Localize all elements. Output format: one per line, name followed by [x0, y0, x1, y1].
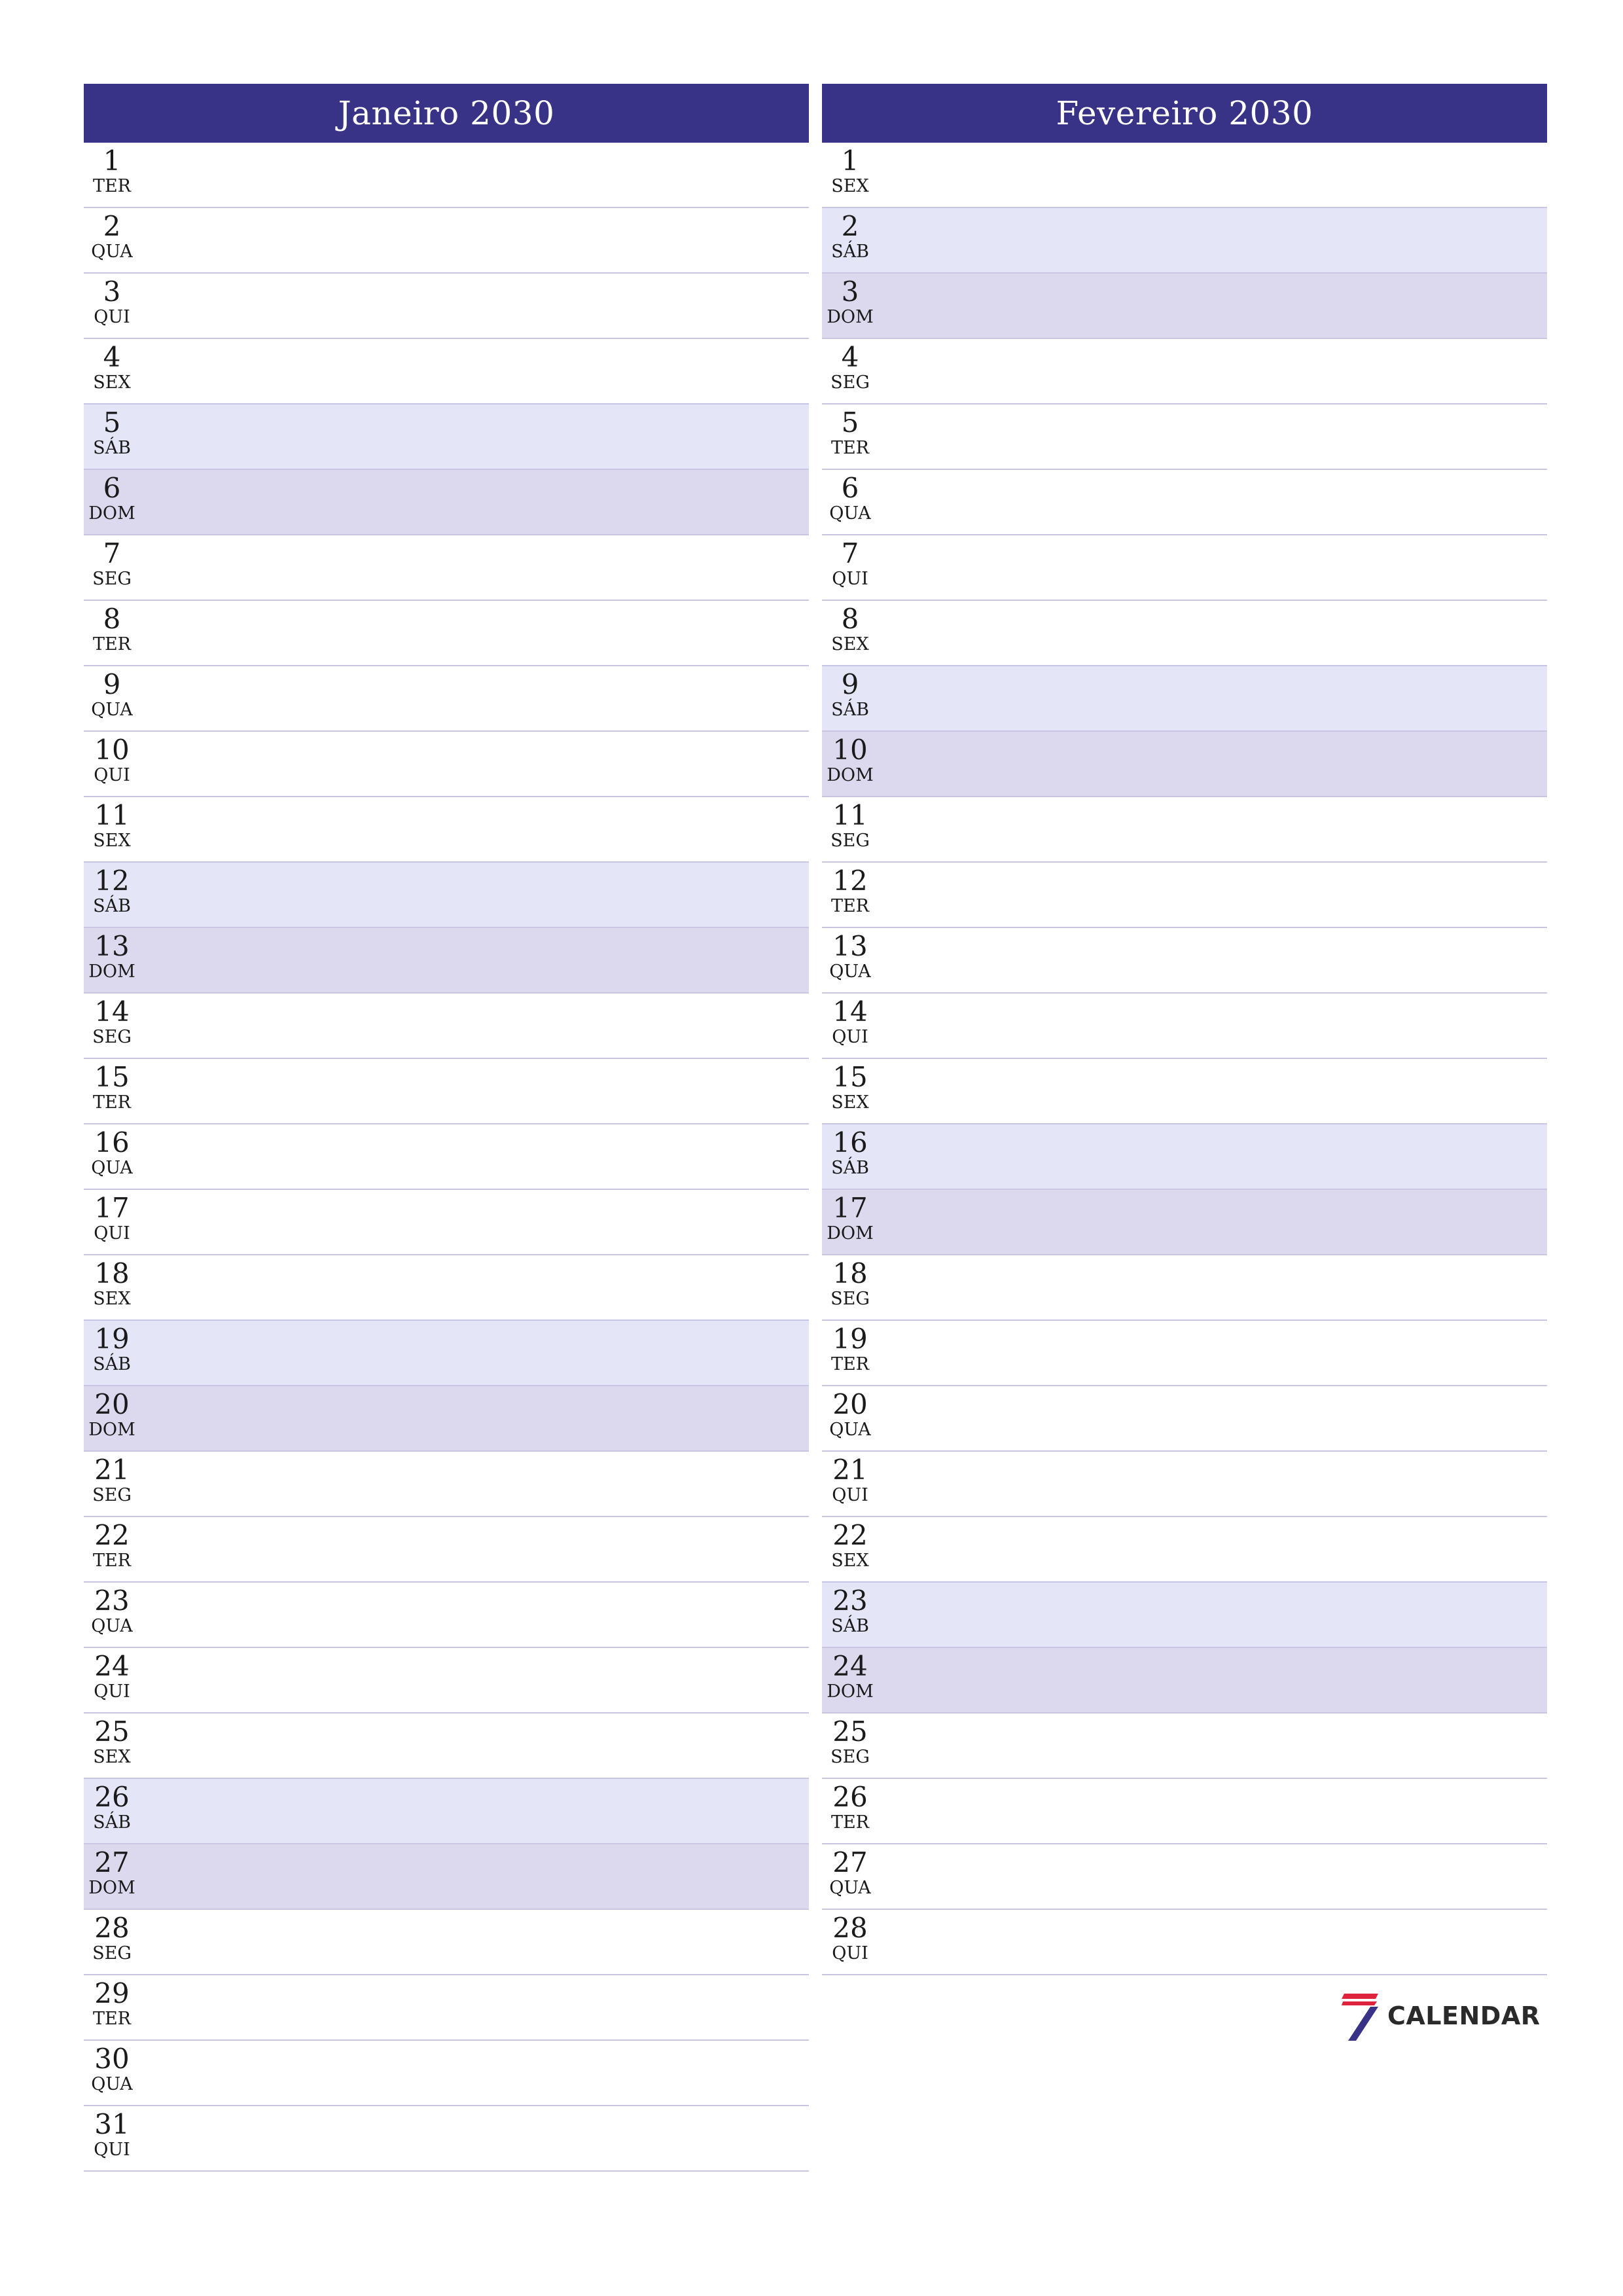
- weekday-name: QUA: [91, 2074, 133, 2094]
- day-row: [84, 274, 809, 339]
- day-label: [822, 1517, 878, 1581]
- weekday-name: SÁB: [93, 896, 131, 916]
- day-row: [822, 404, 1547, 470]
- day-number: 6: [841, 472, 859, 504]
- day-label: [822, 1648, 878, 1712]
- day-number: 20: [94, 1388, 130, 1420]
- day-label: [822, 1452, 878, 1516]
- weekday-name: DOM: [88, 1878, 135, 1898]
- brand-logo: [1342, 1990, 1540, 2042]
- day-number: 12: [94, 865, 130, 897]
- day-number: 18: [832, 1257, 868, 1289]
- day-row: [822, 1321, 1547, 1386]
- day-label: [84, 1713, 140, 1778]
- day-row: [822, 1583, 1547, 1648]
- day-number: 11: [94, 799, 130, 831]
- day-row: [84, 1975, 809, 2041]
- day-number: 18: [94, 1257, 130, 1289]
- month-january: [84, 84, 809, 2172]
- weekday-name: TER: [92, 2009, 132, 2029]
- weekday-name: QUA: [829, 961, 871, 982]
- day-number: 2: [103, 210, 121, 242]
- day-row: [822, 1844, 1547, 1910]
- weekday-name: SEG: [92, 1943, 132, 1964]
- weekday-name: SEX: [93, 1747, 131, 1767]
- weekday-name: SEG: [830, 1289, 870, 1309]
- day-row: [84, 1190, 809, 1255]
- day-label: [84, 1779, 140, 1843]
- day-row: [84, 470, 809, 535]
- day-label: [84, 1255, 140, 1319]
- day-number: 24: [94, 1650, 130, 1682]
- weekday-name: SÁB: [93, 1354, 131, 1374]
- weekday-name: DOM: [827, 307, 874, 327]
- day-number: 11: [832, 799, 868, 831]
- weekday-name: SÁB: [831, 700, 869, 720]
- day-number: 13: [94, 930, 130, 962]
- day-row: [84, 666, 809, 732]
- day-label: [822, 535, 878, 600]
- day-row: [822, 339, 1547, 404]
- day-label: [84, 1124, 140, 1189]
- day-row: [822, 535, 1547, 601]
- day-number: 27: [94, 1846, 130, 1878]
- day-number: 3: [103, 276, 121, 308]
- weekday-name: DOM: [827, 1223, 874, 1244]
- day-row: [84, 1844, 809, 1910]
- day-number: 31: [94, 2108, 130, 2140]
- weekday-name: QUA: [829, 1420, 871, 1440]
- weekday-name: TER: [830, 1812, 870, 1833]
- day-label: [84, 143, 140, 207]
- day-number: 5: [841, 406, 859, 439]
- day-list: [822, 143, 1547, 1975]
- weekday-name: SÁB: [831, 1616, 869, 1636]
- day-label: [822, 601, 878, 665]
- weekday-name: SEG: [92, 569, 132, 589]
- day-row: [84, 928, 809, 994]
- day-number: 26: [94, 1781, 130, 1813]
- month-february: [822, 84, 1547, 1975]
- day-label: [84, 339, 140, 403]
- day-label: [84, 1321, 140, 1385]
- day-label: [822, 1910, 878, 1974]
- day-row: [84, 797, 809, 863]
- day-row: [822, 666, 1547, 732]
- day-row: [822, 994, 1547, 1059]
- day-number: 8: [841, 603, 859, 635]
- day-label: [822, 1583, 878, 1647]
- day-label: [822, 797, 878, 861]
- day-row: [84, 1779, 809, 1844]
- weekday-name: QUI: [94, 307, 130, 327]
- day-number: 5: [103, 406, 121, 439]
- day-label: [84, 994, 140, 1058]
- weekday-name: TER: [92, 634, 132, 655]
- day-label: [84, 1059, 140, 1123]
- day-number: 20: [832, 1388, 868, 1420]
- day-row: [822, 1124, 1547, 1190]
- day-row: [822, 1910, 1547, 1975]
- day-number: 4: [103, 341, 121, 373]
- day-label: [822, 1190, 878, 1254]
- weekday-name: SÁB: [93, 1812, 131, 1833]
- day-number: 6: [103, 472, 121, 504]
- day-row: [822, 1713, 1547, 1779]
- day-label: [84, 274, 140, 338]
- weekday-name: SEX: [831, 634, 869, 655]
- weekday-name: SEG: [830, 831, 870, 851]
- day-row: [822, 1386, 1547, 1452]
- day-label: [822, 666, 878, 730]
- day-label: [822, 1255, 878, 1319]
- day-number: 10: [832, 734, 868, 766]
- day-label: [822, 1844, 878, 1909]
- weekday-name: DOM: [88, 961, 135, 982]
- day-label: [822, 1386, 878, 1450]
- day-label: [84, 1910, 140, 1974]
- day-row: [822, 470, 1547, 535]
- weekday-name: SEX: [93, 1289, 131, 1309]
- day-number: 12: [832, 865, 868, 897]
- day-row: [84, 1124, 809, 1190]
- day-label: [822, 732, 878, 796]
- day-number: 7: [841, 537, 859, 569]
- day-row: [84, 339, 809, 404]
- day-row: [84, 143, 809, 208]
- day-number: 2: [841, 210, 859, 242]
- day-label: [84, 535, 140, 600]
- day-number: 16: [832, 1126, 868, 1158]
- day-number: 25: [94, 1715, 130, 1748]
- weekday-name: SEX: [831, 176, 869, 196]
- day-row: [822, 208, 1547, 274]
- day-row: [822, 1779, 1547, 1844]
- day-label: [84, 928, 140, 992]
- day-number: 10: [94, 734, 130, 766]
- day-row: [84, 208, 809, 274]
- day-row: [84, 1321, 809, 1386]
- day-label: [84, 1975, 140, 2039]
- day-number: 28: [94, 1912, 130, 1944]
- weekday-name: SÁB: [831, 1158, 869, 1178]
- day-number: 21: [832, 1454, 868, 1486]
- day-label: [822, 863, 878, 927]
- day-label: [84, 601, 140, 665]
- logo-text: CALENDAR: [1387, 2001, 1541, 2030]
- day-label: [822, 1321, 878, 1385]
- day-number: 27: [832, 1846, 868, 1878]
- day-number: 15: [94, 1061, 130, 1093]
- weekday-name: QUA: [91, 1616, 133, 1636]
- day-label: [84, 470, 140, 534]
- day-number: 17: [832, 1192, 868, 1224]
- day-number: 19: [94, 1323, 130, 1355]
- weekday-name: TER: [92, 176, 132, 196]
- day-row: [822, 928, 1547, 994]
- day-number: 21: [94, 1454, 130, 1486]
- weekday-name: SÁB: [93, 438, 131, 458]
- day-label: [84, 404, 140, 469]
- weekday-name: TER: [830, 438, 870, 458]
- weekday-name: QUI: [832, 569, 868, 589]
- day-row: [822, 1190, 1547, 1255]
- day-label: [84, 666, 140, 730]
- day-row: [822, 1255, 1547, 1321]
- day-row: [822, 1059, 1547, 1124]
- weekday-name: QUI: [94, 1681, 130, 1702]
- weekday-name: DOM: [88, 1420, 135, 1440]
- day-row: [84, 1517, 809, 1583]
- day-label: [84, 1517, 140, 1581]
- day-row: [84, 1452, 809, 1517]
- weekday-name: QUI: [832, 1943, 868, 1964]
- day-label: [84, 863, 140, 927]
- day-label: [84, 1844, 140, 1909]
- day-number: 8: [103, 603, 121, 635]
- day-number: 23: [94, 1585, 130, 1617]
- day-row: [822, 274, 1547, 339]
- weekday-name: DOM: [827, 765, 874, 785]
- day-row: [822, 1517, 1547, 1583]
- day-row: [822, 143, 1547, 208]
- month-title: Fevereiro 2030: [822, 84, 1547, 143]
- day-label: [822, 1124, 878, 1189]
- weekday-name: DOM: [827, 1681, 874, 1702]
- weekday-name: QUA: [91, 1158, 133, 1178]
- day-row: [84, 1386, 809, 1452]
- day-row: [84, 1583, 809, 1648]
- day-label: [84, 208, 140, 272]
- weekday-name: SEX: [831, 1551, 869, 1571]
- weekday-name: QUI: [94, 2140, 130, 2160]
- day-row: [84, 1713, 809, 1779]
- weekday-name: SEG: [92, 1485, 132, 1505]
- weekday-name: QUI: [832, 1485, 868, 1505]
- day-label: [84, 1386, 140, 1450]
- day-number: 7: [103, 537, 121, 569]
- day-number: 23: [832, 1585, 868, 1617]
- day-label: [822, 1059, 878, 1123]
- day-number: 29: [94, 1977, 130, 2009]
- day-row: [84, 994, 809, 1059]
- day-number: 14: [94, 996, 130, 1028]
- day-label: [822, 404, 878, 469]
- day-row: [84, 1255, 809, 1321]
- day-label: [84, 797, 140, 861]
- day-number: 15: [832, 1061, 868, 1093]
- day-row: [822, 863, 1547, 928]
- day-label: [822, 1713, 878, 1778]
- weekday-name: TER: [830, 1354, 870, 1374]
- day-number: 1: [841, 145, 859, 177]
- day-row: [822, 601, 1547, 666]
- day-number: 14: [832, 996, 868, 1028]
- weekday-name: TER: [830, 896, 870, 916]
- month-title: Janeiro 2030: [84, 84, 809, 143]
- day-number: 9: [103, 668, 121, 700]
- weekday-name: QUA: [91, 242, 133, 262]
- day-number: 19: [832, 1323, 868, 1355]
- day-number: 9: [841, 668, 859, 700]
- day-label: [822, 274, 878, 338]
- day-number: 17: [94, 1192, 130, 1224]
- weekday-name: QUA: [829, 1878, 871, 1898]
- day-row: [822, 732, 1547, 797]
- day-label: [822, 143, 878, 207]
- day-row: [822, 1648, 1547, 1713]
- day-row: [84, 1910, 809, 1975]
- day-number: 16: [94, 1126, 130, 1158]
- day-label: [822, 994, 878, 1058]
- day-label: [84, 1648, 140, 1712]
- day-number: 30: [94, 2043, 130, 2075]
- day-row: [84, 863, 809, 928]
- weekday-name: SEG: [830, 1747, 870, 1767]
- day-label: [84, 2106, 140, 2170]
- day-row: [822, 797, 1547, 863]
- weekday-name: TER: [92, 1092, 132, 1113]
- seven-logo-icon: [1342, 1990, 1381, 2042]
- day-number: 26: [832, 1781, 868, 1813]
- day-row: [84, 1059, 809, 1124]
- day-number: 4: [841, 341, 859, 373]
- weekday-name: QUI: [832, 1027, 868, 1047]
- day-number: 24: [832, 1650, 868, 1682]
- day-number: 3: [841, 276, 859, 308]
- day-label: [84, 1452, 140, 1516]
- day-number: 22: [94, 1519, 130, 1551]
- day-label: [84, 2041, 140, 2105]
- day-row: [84, 2041, 809, 2106]
- weekday-name: SEG: [92, 1027, 132, 1047]
- day-row: [84, 732, 809, 797]
- weekday-name: SÁB: [831, 242, 869, 262]
- day-row: [84, 404, 809, 470]
- day-row: [84, 2106, 809, 2172]
- weekday-name: SEX: [93, 831, 131, 851]
- day-number: 13: [832, 930, 868, 962]
- weekday-name: DOM: [88, 503, 135, 524]
- weekday-name: SEX: [93, 372, 131, 393]
- weekday-name: QUA: [91, 700, 133, 720]
- day-list: [84, 143, 809, 2172]
- day-label: [822, 339, 878, 403]
- day-number: 28: [832, 1912, 868, 1944]
- weekday-name: QUI: [94, 765, 130, 785]
- day-row: [822, 1452, 1547, 1517]
- day-label: [822, 470, 878, 534]
- weekday-name: SEX: [831, 1092, 869, 1113]
- day-row: [84, 1648, 809, 1713]
- day-number: 22: [832, 1519, 868, 1551]
- day-label: [822, 1779, 878, 1843]
- weekday-name: QUA: [829, 503, 871, 524]
- day-label: [822, 928, 878, 992]
- day-row: [84, 601, 809, 666]
- day-label: [84, 732, 140, 796]
- day-number: 1: [103, 145, 121, 177]
- day-label: [84, 1190, 140, 1254]
- day-row: [84, 535, 809, 601]
- day-label: [84, 1583, 140, 1647]
- weekday-name: QUI: [94, 1223, 130, 1244]
- day-number: 25: [832, 1715, 868, 1748]
- day-label: [822, 208, 878, 272]
- weekday-name: TER: [92, 1551, 132, 1571]
- weekday-name: SEG: [830, 372, 870, 393]
